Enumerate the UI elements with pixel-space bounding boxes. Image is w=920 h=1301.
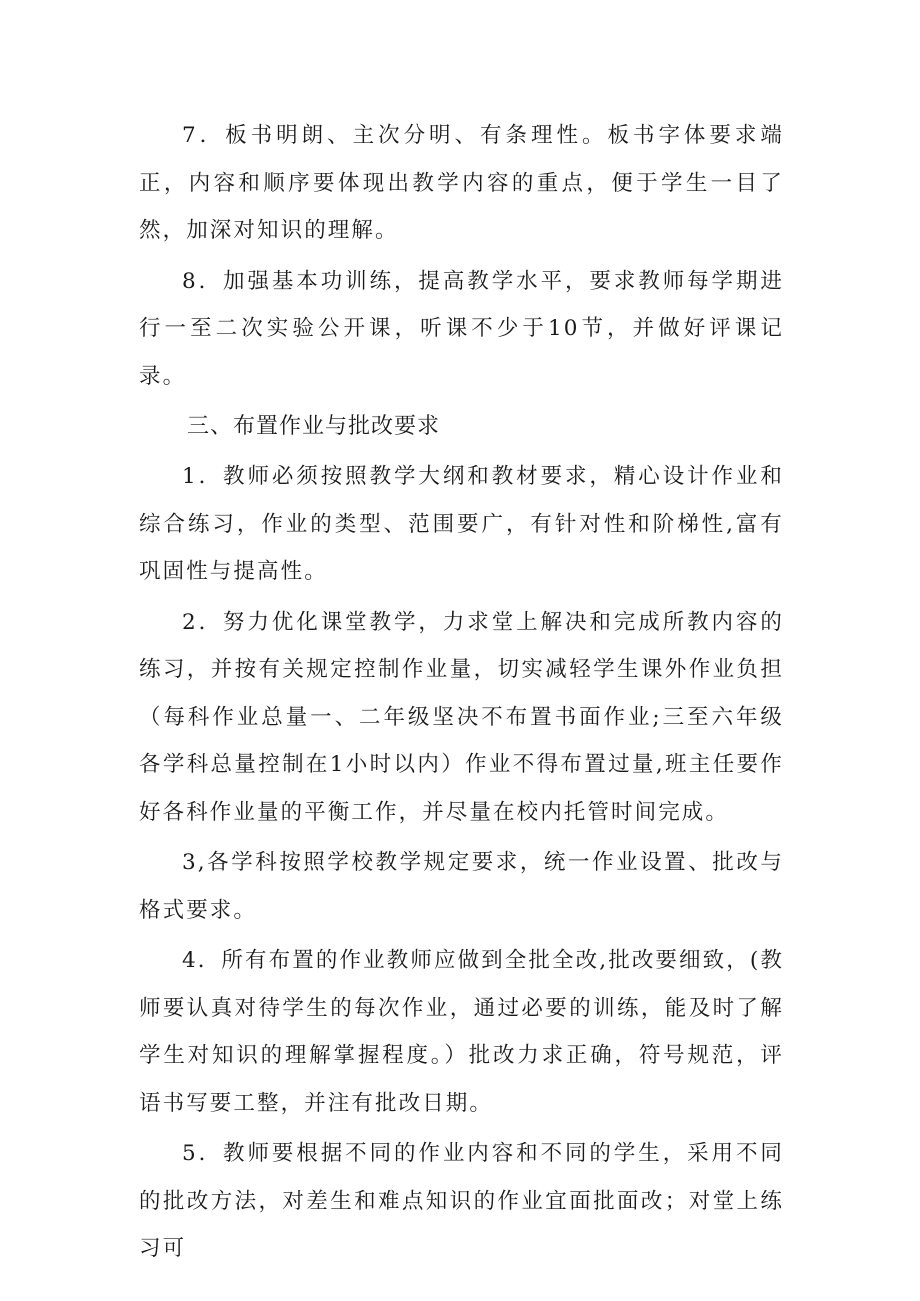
- paragraph-item-5: 5．教师要根据不同的作业内容和不同的学生，采用不同的批改方法，对差生和难点知识的作业宜面批面改；对堂上练习可: [139, 1141, 784, 1261]
- document-body: [139, 112, 784, 1273]
- paragraph-item-7: 7．板书明朗、主次分明、有条理性。板书字体要求端正，内容和顺序要体现出教学内容的重点，便于学生一目了然，加深对知识的理解。: [139, 123, 784, 243]
- paragraph-item-4: 4．所有布置的作业教师应做到全批全改,批改要细致，(教师要认真对待学生的每次作业，通过必要的训练，能及时了解学生对知识的理解掌握程度。）批改力求正确，符号规范，评语书写要工整，并注有批改日期。: [139, 948, 784, 1116]
- paragraph-item-8: 8．加强基本功训练，提高教学水平，要求教师每学期进行一至二次实验公开课，听课不少于10节，并做好评课记录。: [139, 268, 784, 389]
- section-heading: 三、布置作业与批改要求: [187, 414, 441, 439]
- paragraph-item-3: 3,各学科按照学校教学规定要求，统一作业设置、批改与格式要求。: [139, 850, 784, 923]
- paragraph-item-2: 2．努力优化课堂教学，力求堂上解决和完成所教内容的练习，并按有关规定控制作业量，切实减轻学生课外作业负担（每科作业总量一、二年级坚决不布置书面作业;三至六年级各学科总量控制在1小时以内）作业不得布置过量,班主任要作好各科作业量的平衡工作，并尽量在校内托管时间完成。: [139, 609, 784, 825]
- paragraph-item-1: 1．教师必须按照教学大纲和教材要求，精心设计作业和综合练习，作业的类型、范围要广，有针对性和阶梯性,富有巩固性与提高性。: [139, 464, 784, 584]
